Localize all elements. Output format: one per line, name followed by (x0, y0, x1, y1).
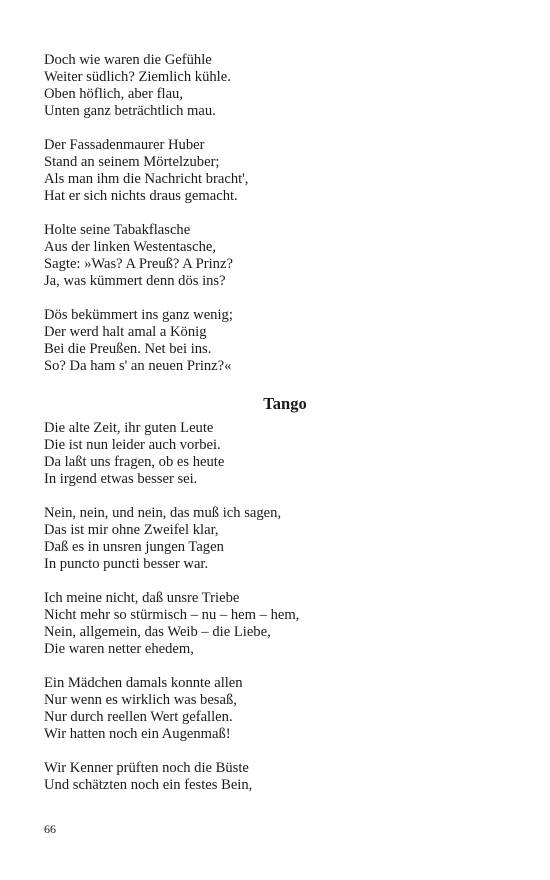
verse-line: Doch wie waren die Gefühle (44, 52, 212, 68)
stanza (44, 505, 514, 573)
stanza (44, 137, 514, 205)
verse-line: Ein Mädchen damals konnte allen (44, 675, 243, 691)
verse-line: In irgend etwas besser sei. (44, 471, 198, 487)
verse-line: Nicht mehr so stürmisch – nu – hem – hem, (44, 607, 300, 623)
verse-line: Die alte Zeit, ihr guten Leute (44, 420, 214, 436)
verse-line: Dös bekümmert ins ganz wenig; (44, 307, 233, 323)
verse-line: Ja, was kümmert denn dös ins? (44, 273, 226, 289)
page-number: 66 (44, 822, 56, 836)
verse-line: Weiter südlich? Ziemlich kühle. (44, 69, 231, 85)
verse-line: Nein, allgemein, das Weib – die Liebe, (44, 624, 271, 640)
stanza (44, 307, 514, 375)
verse-line: Der Fassadenmaurer Huber (44, 137, 205, 153)
stanza (44, 222, 514, 290)
stanza (44, 52, 514, 120)
poem-title: Tango (263, 394, 307, 413)
verse-line: Das ist mir ohne Zweifel klar, (44, 522, 219, 538)
verse-line: Der werd halt amal a König (44, 324, 207, 340)
verse-line: Daß es in unsren jungen Tagen (44, 539, 224, 555)
verse-line: Da laßt uns fragen, ob es heute (44, 454, 225, 470)
verse-line: Holte seine Tabakflasche (44, 222, 191, 238)
verse-line: Bei die Preußen. Net bei ins. (44, 341, 212, 357)
stanza (44, 420, 514, 488)
verse-line: Wir hatten noch ein Augenmaß! (44, 726, 231, 742)
verse-line: Nur durch reellen Wert gefallen. (44, 709, 233, 725)
verse-line: Die ist nun leider auch vorbei. (44, 437, 221, 453)
stanza (44, 675, 514, 743)
verse-line: So? Da ham s' an neuen Prinz?« (44, 358, 232, 374)
verse-line: Sagte: »Was? A Preuß? A Prinz? (44, 256, 233, 272)
verse-line: Und schätzten noch ein festes Bein, (44, 777, 253, 793)
verse-line: Nur wenn es wirklich was besaß, (44, 692, 237, 708)
verse-line: Als man ihm die Nachricht bracht', (44, 171, 249, 187)
verse-line: Die waren netter ehedem, (44, 641, 194, 657)
verse-line: Nein, nein, und nein, das muß ich sagen, (44, 505, 282, 521)
verse-line: Ich meine nicht, daß unsre Triebe (44, 590, 240, 606)
stanza (44, 760, 514, 794)
verse-line: Unten ganz beträchtlich mau. (44, 103, 216, 119)
verse-line: Aus der linken Westentasche, (44, 239, 217, 255)
verse-line: Stand an seinem Mörtelzuber; (44, 154, 220, 170)
verse-line: Hat er sich nichts draus gemacht. (44, 188, 238, 204)
verse-line: In puncto puncti besser war. (44, 556, 209, 572)
poem-tango (44, 420, 514, 794)
stanza (44, 590, 514, 658)
verse-line: Wir Kenner prüften noch die Büste (44, 760, 249, 776)
poem-continued (44, 52, 514, 375)
verse-line: Oben höflich, aber flau, (44, 86, 183, 102)
